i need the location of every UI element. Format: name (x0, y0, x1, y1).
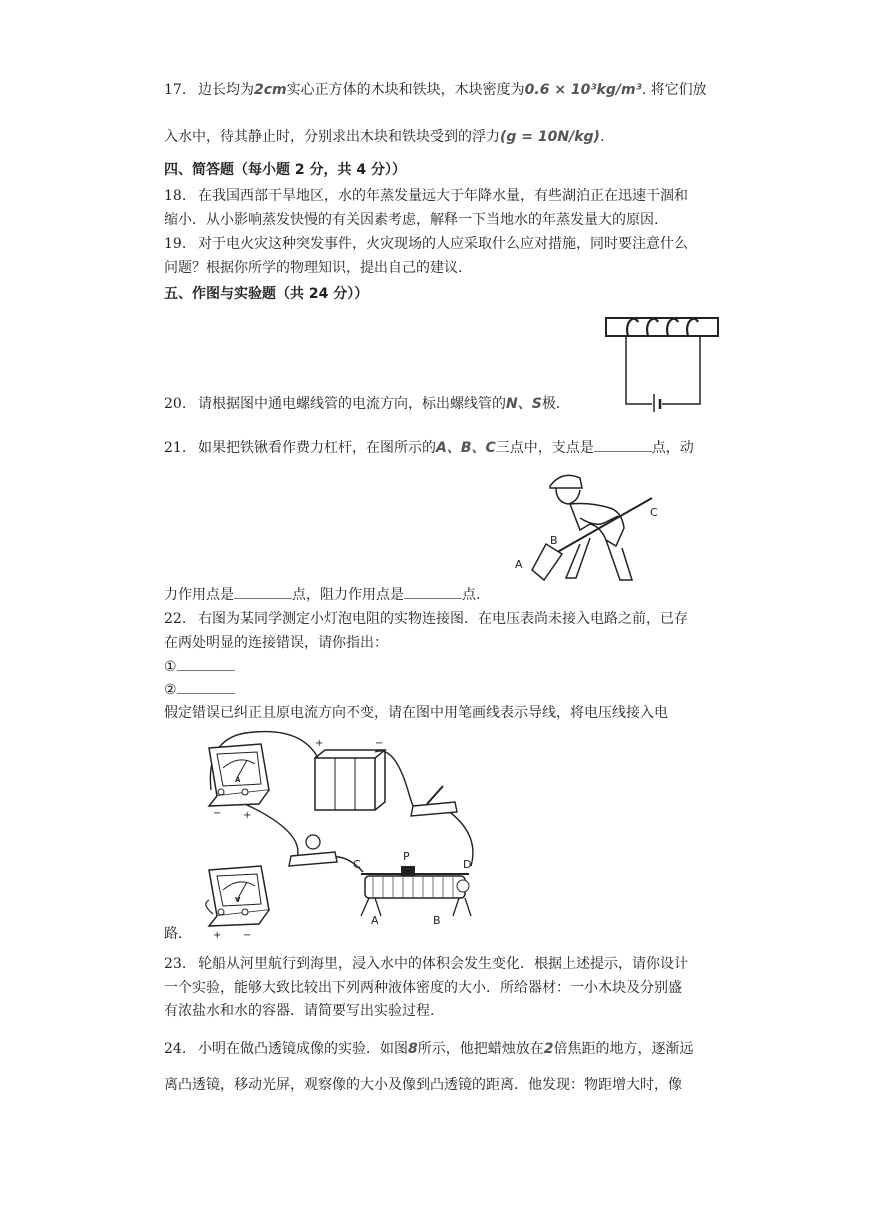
q24-line-2: 离凸透镜，移动光屏，观察像的大小及像到凸透镜的距离．他发现：物距增大时，像 (164, 1077, 682, 1093)
q24-line-1: 24. 小明在做凸透镜成像的实验．如图8所示，他把蜡烛放在2倍焦距的地方，逐渐远 (164, 1041, 694, 1057)
q23-line-2: 一个实验，能够大致比较出下列两种液体密度的大小．所给器材：一小木块及分别盛 (164, 980, 682, 996)
circuit-figure (195, 724, 525, 946)
q22-line-1: 22. 右图为某同学测定小灯泡电阻的实物连接图．在电压表尚未接入电路之前，已存 (164, 611, 688, 627)
solenoid-diagram (600, 312, 725, 412)
switch (411, 802, 457, 816)
rheostat-label-b: B (433, 914, 441, 927)
legs (566, 538, 632, 580)
section-4-heading: 四、简答题（每小题 2 分，共 4 分）） (164, 162, 406, 178)
svg-text:−: − (243, 930, 252, 941)
rheostat-label-d: D (463, 858, 472, 871)
q19-line-2: 问题？根据你所学的物理知识，提出自己的建议. (164, 260, 463, 276)
section-5-heading: 五、作图与实验题（共 24 分）） (164, 286, 369, 302)
battery-box (315, 758, 375, 810)
rheostat-label-a: A (371, 914, 379, 927)
answer-blank-fulcrum[interactable] (594, 437, 652, 452)
answer-blank-effort[interactable] (234, 584, 292, 599)
wire-ammeter-bulb (245, 804, 298, 858)
q18-line-1: 18. 在我国西部干旱地区，水的年蒸发量远大于年降水量，有些湖泊正在迅速干涸和 (164, 188, 688, 204)
answer-blank-error-1[interactable] (177, 656, 235, 671)
head (556, 488, 580, 504)
rheostat-slider (401, 866, 415, 876)
svg-text:+: + (213, 930, 222, 941)
q22-blank-1: ① (164, 656, 235, 677)
circuit-wire (626, 336, 700, 404)
solenoid-core (606, 318, 718, 336)
q23-line-1: 23. 轮船从河里航行到海里，浸入水中的体积会发生变化．根据上述提示，请你设计 (164, 956, 688, 972)
bulb-base (289, 852, 337, 866)
q19-line-1: 19. 对于电火灾这种突发事件，火灾现场的人应采取什么应对措施，同时要注意什么 (164, 236, 688, 252)
q17-line-2: 入水中，待其静止时，分别求出木块和铁块受到的浮力(g = 10N/kg). (164, 129, 605, 145)
bulb (306, 835, 320, 849)
q17-line-1: 17. 边长均为2cm实心正方体的木块和铁块，木块密度为0.6 × 10³kg/m³. 将它们放 (164, 82, 707, 98)
label-a: A (515, 558, 523, 571)
svg-text:−: − (213, 808, 222, 819)
q18-line-2: 缩小．从小影响蒸发快慢的有关因素考虑，解释一下当地水的年蒸发量大的原因. (164, 212, 659, 228)
q23-line-3: 有浓盐水和水的容器．请简要写出实验过程. (164, 1003, 435, 1019)
answer-blank-load[interactable] (404, 584, 462, 599)
label-c: C (650, 506, 658, 519)
q22-line-4: 路. (164, 926, 183, 942)
shovel-blade (532, 544, 562, 580)
q20-line: 20. 请根据图中通电螺线管的电流方向，标出螺线管的N、S极. (164, 396, 561, 412)
q22-blank-2: ② (164, 679, 235, 700)
label-b: B (550, 534, 558, 547)
rheostat-label-c: C (353, 858, 361, 871)
voltmeter-label: V (235, 896, 241, 904)
shovel-worker-figure (510, 468, 665, 583)
q17-number: 17. (164, 82, 187, 98)
rheostat-coil (365, 876, 465, 898)
helmet (550, 475, 582, 488)
q21-line-1: 21. 如果把铁锹看作费力杠杆，在图所示的A、B、C三点中，支点是 点，动 (164, 437, 694, 458)
svg-text:+: + (243, 810, 252, 821)
q21-line-2: 力作用点是 点，阻力作用点是 点. (164, 584, 480, 605)
rheostat-label-p: P (403, 850, 410, 863)
wire-battery-switch (375, 751, 417, 811)
q22-line-3: 假定错误已纠正且原电流方向不变，请在图中用笔画线表示导线，将电压线接入电 (164, 705, 668, 721)
wire-voltmeter-left (206, 900, 213, 914)
q22-line-2: 在两处明显的连接错误，请你指出： (164, 635, 388, 651)
answer-blank-error-2[interactable] (177, 679, 235, 694)
ammeter-label: A (235, 776, 241, 784)
svg-text:−: − (375, 738, 384, 749)
svg-text:+: + (315, 738, 324, 749)
